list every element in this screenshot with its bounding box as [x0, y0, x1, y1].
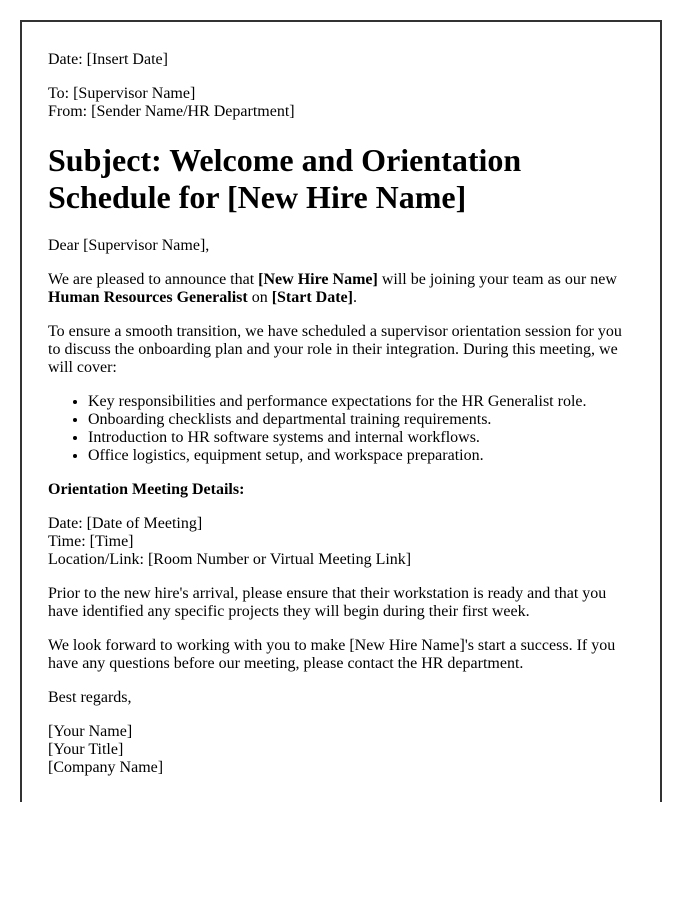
start-date-placeholder: [Start Date]: [271, 289, 353, 307]
agenda-list: [48, 393, 634, 465]
closing-paragraph: We look forward to working with you to make [New Hire Name]'s start a success. If you have any questions before our meeting, please contact the HR department.: [48, 637, 616, 673]
meeting-time-line: Time: [Time]: [48, 533, 134, 551]
signature-title: [Your Title]: [48, 741, 124, 759]
meeting-date-line: Date: [Date of Meeting]: [48, 515, 203, 533]
job-title-placeholder: Human Resources Generalist: [48, 289, 248, 307]
agenda-item: • Introduction to HR software systems and internal workflows.: [88, 429, 634, 447]
signature-company: [Company Name]: [48, 759, 164, 777]
preparation-paragraph: Prior to the new hire's arrival, please ensure that their workstation is ready and that you have identified any specific projects they will begin during their first week.: [48, 585, 607, 621]
date-line: Date: [Insert Date]: [48, 51, 168, 68]
intro-text-3: on: [247, 289, 272, 307]
intro-text-4: .: [352, 289, 357, 307]
intro-text-2: will be joining your team as our new: [377, 271, 617, 289]
purpose-paragraph: To ensure a smooth transition, we have scheduled a supervisor orientation session for you to discuss the onboarding plan and your role in their integration. During this meeting, we will cover:: [48, 323, 622, 377]
from-line: From: [Sender Name/HR Department]: [48, 103, 295, 120]
meeting-details-heading: [48, 481, 634, 499]
meeting-details-block: [48, 515, 634, 569]
intro-text-1: We are pleased to announce that: [48, 271, 259, 289]
subject-heading: Subject: Welcome and Orientation Schedule for [New Hire Name]: [48, 142, 522, 216]
meeting-details-heading-text: Orientation Meeting Details:: [48, 481, 245, 499]
to-line: To: [Supervisor Name]: [48, 85, 196, 102]
new-hire-name-placeholder: [New Hire Name]: [258, 271, 378, 289]
agenda-item: • Onboarding checklists and departmental training requirements.: [88, 411, 634, 429]
signature-name: [Your Name]: [48, 723, 133, 741]
signoff-regards: Best regards,: [48, 689, 132, 707]
letter-document: [20, 20, 662, 802]
to-from-block: [48, 85, 634, 121]
salutation: Dear [Supervisor Name],: [48, 237, 210, 255]
signature-block: [48, 723, 634, 777]
meeting-location-line: Location/Link: [Room Number or Virtual Meeting Link]: [48, 551, 412, 569]
intro-paragraph: [48, 271, 634, 307]
agenda-item: • Office logistics, equipment setup, and workspace preparation.: [88, 447, 634, 465]
agenda-item: • Key responsibilities and performance expectations for the HR Generalist role.: [88, 393, 634, 411]
